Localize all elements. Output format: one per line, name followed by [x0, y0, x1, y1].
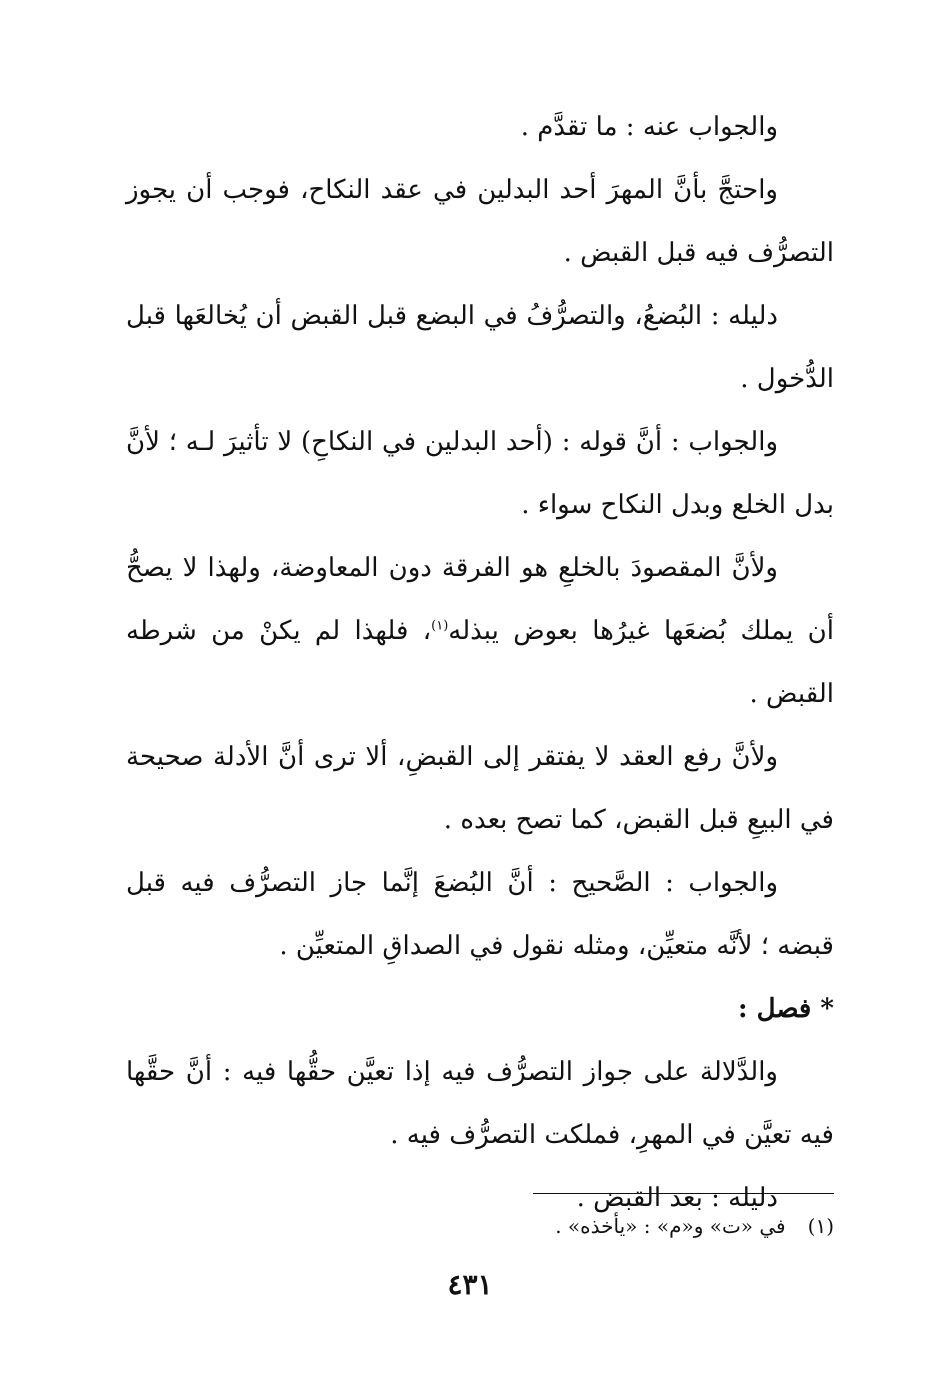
paragraph-3: دليله : البُضعُ، والتصرُّفُ في البضع قبل القبض أن يُخالعَها قبل الدُّخول . [126, 301, 834, 394]
page-number: ٤٣١ [447, 1268, 493, 1301]
footnote-marker[interactable]: (١) [431, 618, 449, 634]
main-text [126, 96, 834, 1230]
paragraph-7: والجواب : الصَّحيح : أنَّ البُضعَ إنَّما جاز التصرُّف فيه قبل قبضه ؛ لأنَّه متعيِّن، ومثله نقول في الصداقِ المتعيِّن . [126, 868, 834, 961]
section-title: فصل : [738, 994, 812, 1024]
paragraph-1: والجواب عنه : ما تقدَّم . [520, 112, 778, 142]
star-icon: * [820, 994, 834, 1024]
paragraph-6: ولأنَّ رفع العقد لا يفتقر إلى القبضِ، ألا ترى أنَّ الأدلة صحيحة في البيعِ قبل القبض، كما تصح بعده . [126, 742, 834, 835]
footnote-number: (١) [807, 1214, 834, 1238]
paragraph-5-text: ولأنَّ المقصودَ بالخلعِ هو الفرقة دون المعاوضة، ولهذا لا يصحُّ أن يملك بُضعَها غيرُها بعوض يبذله [126, 553, 834, 646]
section-heading [126, 978, 834, 1041]
section-paragraph-2: دليله : بعد القبض . [576, 1183, 778, 1213]
paragraph-2: واحتجَّ بأنَّ المهرَ أحد البدلين في عقد النكاح، فوجب أن يجوز التصرُّف فيه قبل القبض . [126, 175, 834, 268]
footnote-text: في «ت» و«م» : «يأخذه» . [555, 1214, 786, 1238]
footnote-divider [533, 1193, 834, 1194]
paragraph-5-tail: ، فلهذا لم يكنْ من شرطه القبض . [126, 616, 834, 709]
paragraph-5 [126, 537, 834, 726]
section-paragraph-1: والدَّلالة على جواز التصرُّف فيه إذا تعيَّن حقُّها فيه : أنَّ حقَّها فيه تعيَّن في المهرِ، فملكت التصرُّف فيه . [126, 1057, 834, 1150]
paragraph-4: والجواب : أنَّ قوله : (أحد البدلين في النكاحِ) لا تأثيرَ لـه ؛ لأنَّ بدل الخلع وبدل النكاح سواء . [126, 427, 834, 520]
footnote [440, 1206, 834, 1246]
